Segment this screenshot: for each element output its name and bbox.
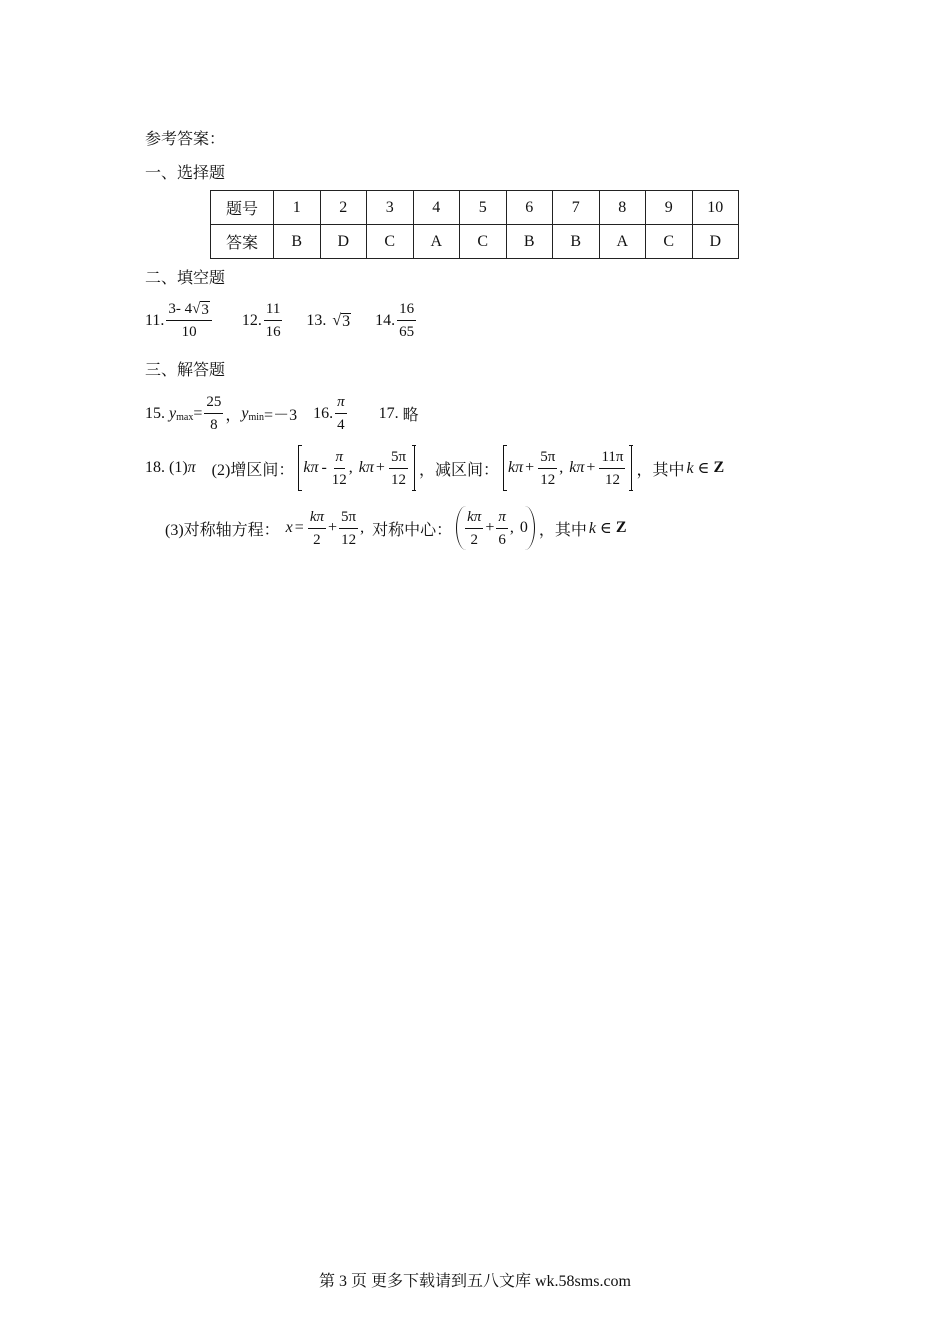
q18-part1-label: (1) [169, 459, 188, 476]
q16-label: 16. [313, 404, 334, 422]
center-zero: 0 [519, 519, 528, 536]
q12-num: 11 [264, 300, 282, 321]
axis-f2-num: 5π [339, 508, 358, 529]
q11-radicand: 3 [201, 302, 209, 318]
inc-minus: - [321, 459, 327, 476]
center-sep: , [509, 519, 514, 536]
table-cell: B [274, 225, 321, 259]
k-in-symbol-2: k ∈ [588, 520, 612, 537]
center-f2-den: 6 [498, 531, 506, 548]
table-cell: 10 [692, 191, 739, 225]
inc-f2-den: 12 [390, 471, 406, 488]
q14-num: 16 [397, 300, 416, 321]
integer-set-symbol-2: Z [615, 519, 627, 536]
q15-comma: ， [225, 407, 242, 424]
q18-line-2 [165, 506, 627, 550]
center-f2-num: π [496, 508, 508, 529]
q18-label: 18. [145, 459, 165, 476]
q13-label: 13. [306, 311, 327, 329]
q15-den: 8 [210, 417, 218, 433]
table-cell: 2 [320, 191, 367, 225]
q15-num: 25 [204, 393, 223, 414]
q14-label: 14. [375, 311, 396, 329]
axis-plus: + [328, 519, 338, 536]
q16-fraction [335, 393, 347, 434]
q18-part1-value: π [187, 459, 196, 476]
table-cell: 1 [274, 191, 321, 225]
q15-fraction [204, 393, 223, 434]
dec-f2-num: 11π [599, 448, 625, 469]
q17-label: 17. [378, 404, 399, 422]
inc-f1-num: π [334, 448, 346, 469]
axis-f2-den: 12 [341, 531, 357, 548]
table-header-label: 答案 [211, 225, 274, 259]
q14-den: 65 [399, 324, 415, 340]
table-cell: 5 [460, 191, 507, 225]
dec-f1-den: 12 [540, 471, 556, 488]
increasing-interval [298, 446, 415, 490]
q15-q17-line [145, 393, 419, 434]
q11-num-a: 3 [168, 301, 176, 317]
table-cell: D [320, 225, 367, 259]
dec-f1-num: 5π [538, 448, 557, 469]
q18-where-2: ，其中 [538, 521, 587, 539]
table-cell: C [367, 225, 414, 259]
table-cell: C [646, 225, 693, 259]
q12-label: 12. [241, 311, 262, 329]
k-in-symbol: k ∈ [686, 460, 710, 477]
axis-sep: , [360, 519, 365, 536]
q15-y: y [169, 404, 177, 422]
axis-f1-den: 2 [313, 531, 321, 548]
section-choice-title: 一、选择题 [145, 165, 226, 182]
table-cell: 8 [599, 191, 646, 225]
axis-frac-2 [339, 508, 358, 549]
q15-eq: = [193, 404, 203, 422]
dec-kpi2: kπ [569, 459, 585, 476]
table-cell: D [692, 225, 739, 259]
q11-den: 10 [181, 324, 197, 340]
q11-fraction [166, 300, 211, 341]
q18-where: ，其中 [636, 461, 685, 479]
q15-max-sub: max [176, 412, 194, 423]
dec-kpi: kπ [508, 459, 524, 476]
table-row-numbers [211, 191, 739, 225]
inc-f1-den: 12 [331, 471, 347, 488]
q13-sqrt: √ 3 [332, 311, 351, 330]
q18-line-1 [145, 446, 724, 490]
center-f1-den: 2 [470, 531, 478, 548]
q14-fraction [397, 300, 416, 341]
symmetry-center [456, 506, 535, 550]
table-cell: 7 [553, 191, 600, 225]
inc-f2-num: 5π [389, 448, 408, 469]
dec-plus: + [525, 459, 535, 476]
dec-f2-den: 12 [604, 471, 620, 488]
table-cell: B [553, 225, 600, 259]
answer-table [210, 190, 739, 259]
q15-min-val: =－3 [264, 407, 298, 424]
table-cell: 4 [413, 191, 460, 225]
fill-answers-line [145, 300, 418, 341]
q15-label: 15. [145, 404, 165, 422]
table-header-label: 题号 [211, 191, 274, 225]
center-f1-num: kπ [465, 508, 483, 529]
q12-fraction [264, 300, 282, 341]
inc-kpi2: kπ [358, 459, 374, 476]
axis-eq: = [294, 519, 304, 536]
table-cell: B [506, 225, 553, 259]
q16-den: 4 [337, 417, 345, 433]
table-cell: 9 [646, 191, 693, 225]
center-plus: + [485, 519, 495, 536]
inc-plus: + [375, 459, 385, 476]
decreasing-interval [503, 446, 632, 490]
center-frac-1 [465, 508, 483, 549]
inc-sep: , [348, 459, 353, 476]
q11-minus: - [175, 301, 181, 317]
center-frac-2 [496, 508, 508, 549]
table-cell: A [413, 225, 460, 259]
table-row-answers [211, 225, 739, 259]
section-fill-title: 二、填空题 [145, 270, 226, 287]
q17-text: 略 [402, 407, 419, 424]
sqrt-symbol: √ 3 [192, 301, 209, 318]
inc-frac-2 [389, 448, 408, 489]
answer-heading: 参考答案： [145, 131, 226, 148]
axis-x: x [285, 519, 293, 536]
dec-frac-1 [538, 448, 557, 489]
q11-num-b: 4 [184, 301, 193, 317]
q18-part2-label: (2)增区间： [211, 461, 295, 479]
section-solve-title: 三、解答题 [145, 362, 226, 379]
q18-part3-label: (3)对称轴方程： [165, 521, 280, 539]
axis-frac-1 [308, 508, 326, 549]
q16-num: π [335, 393, 347, 414]
dec-plus2: + [586, 459, 596, 476]
table-cell: 6 [506, 191, 553, 225]
dec-sep: , [559, 459, 564, 476]
table-cell: C [460, 225, 507, 259]
integer-set-symbol: Z [713, 459, 725, 476]
q18-center-label: 对称中心： [372, 521, 453, 539]
table-cell: 3 [367, 191, 414, 225]
page-footer: 第 3 页 更多下载请到五八文库 wk.58sms.com [318, 1273, 631, 1290]
q12-den: 16 [265, 324, 281, 340]
q15-y2: y [241, 404, 249, 422]
q13-radicand: 3 [342, 312, 351, 330]
inc-kpi: kπ [303, 459, 319, 476]
q15-min-sub: min [248, 412, 265, 423]
axis-f1-num: kπ [308, 508, 326, 529]
q18-decreasing-label: ，减区间： [419, 461, 500, 479]
table-cell: A [599, 225, 646, 259]
dec-frac-2 [599, 448, 625, 489]
q11-label: 11. [145, 311, 165, 329]
inc-frac-1 [332, 448, 347, 489]
